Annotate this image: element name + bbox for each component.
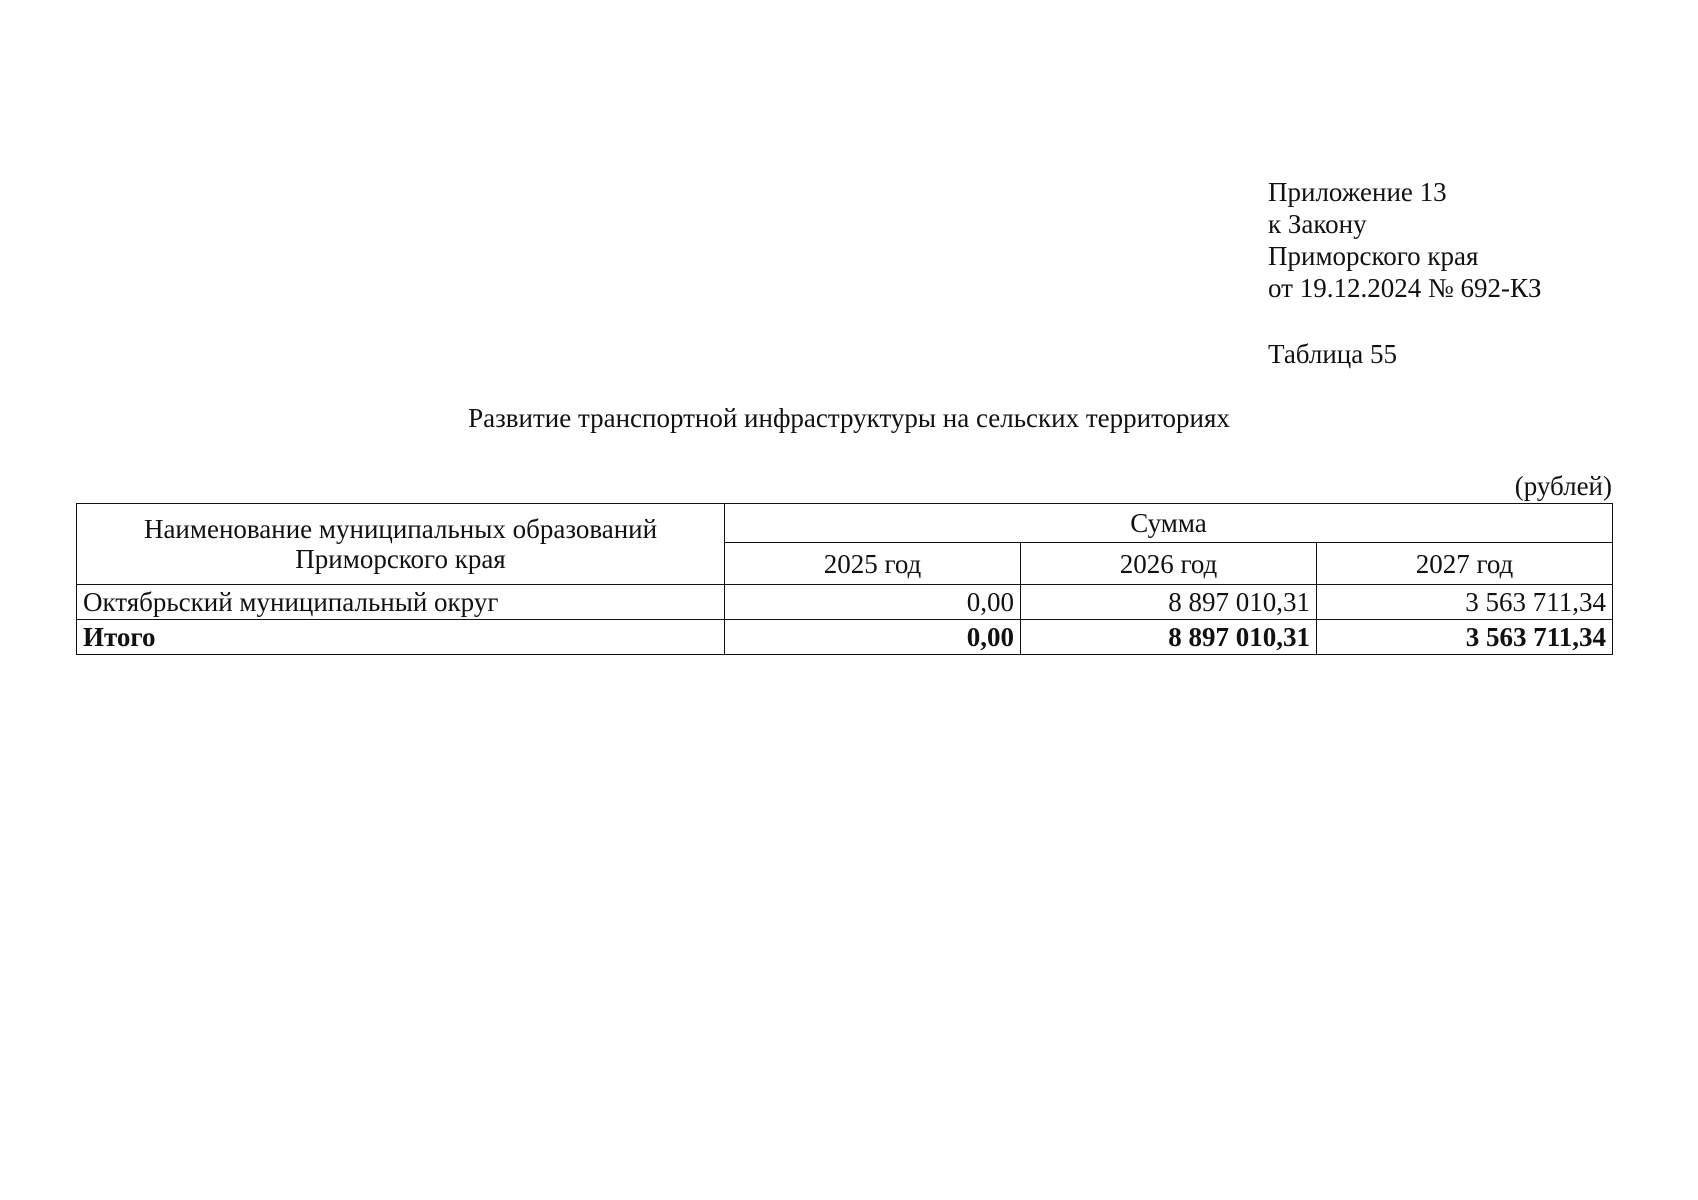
appendix-line-3: Приморского края bbox=[1268, 241, 1479, 271]
total-value-2026: 8 897 010,31 bbox=[1021, 620, 1317, 655]
appendix-line-2: к Закону bbox=[1268, 209, 1367, 239]
header-year-2025: 2025 год bbox=[725, 543, 1021, 585]
appendix-line-4: от 19.12.2024 № 692-КЗ bbox=[1268, 273, 1542, 303]
row-value-2026: 8 897 010,31 bbox=[1021, 585, 1317, 620]
table-header-row bbox=[77, 504, 1613, 543]
row-value-2027: 3 563 711,34 bbox=[1317, 585, 1613, 620]
budget-table bbox=[76, 503, 1613, 655]
header-sum: Сумма bbox=[725, 504, 1613, 543]
document-title: Развитие транспортной инфраструктуры на сельских территориях bbox=[468, 403, 1230, 433]
appendix-line-1: Приложение 13 bbox=[1268, 177, 1447, 207]
total-value-2025: 0,00 bbox=[725, 620, 1021, 655]
row-value-2025: 0,00 bbox=[725, 585, 1021, 620]
header-year-2027: 2027 год bbox=[1317, 543, 1613, 585]
units-label: (рублей) bbox=[1514, 471, 1612, 501]
total-value-2027: 3 563 711,34 bbox=[1317, 620, 1613, 655]
table-row bbox=[77, 585, 1613, 620]
appendix-block bbox=[1268, 176, 1541, 304]
table-total-row bbox=[77, 620, 1613, 655]
header-municipality: Наименование муниципальных образований Приморского края bbox=[77, 504, 725, 585]
table-number: Таблица 55 bbox=[1268, 339, 1397, 369]
row-municipality-name: Октябрьский муниципальный округ bbox=[77, 585, 725, 620]
total-label: Итого bbox=[77, 620, 725, 655]
header-year-2026: 2026 год bbox=[1021, 543, 1317, 585]
